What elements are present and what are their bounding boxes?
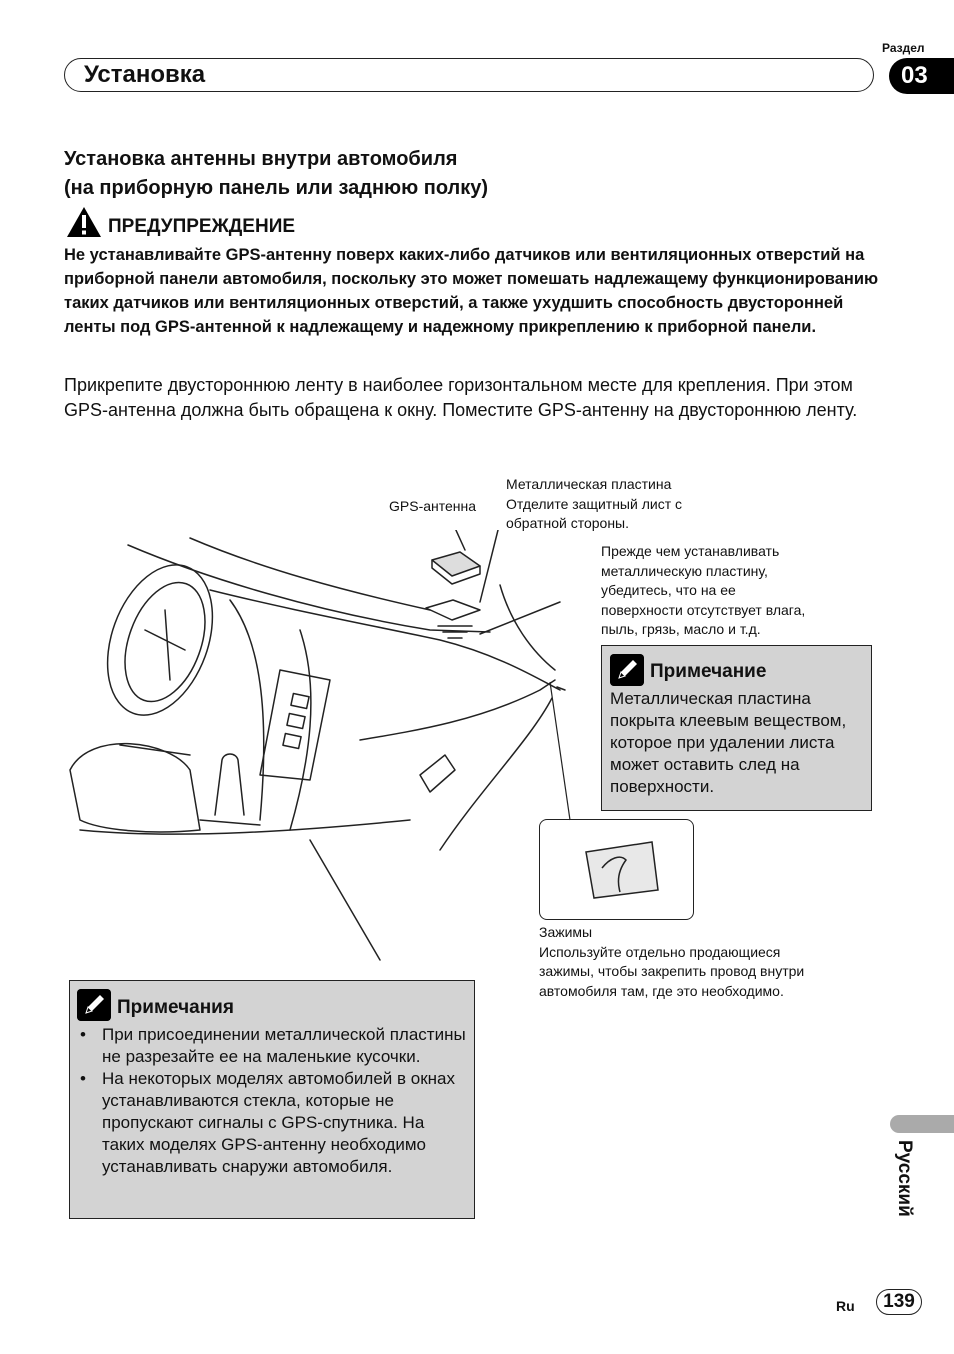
- notes-list: [70, 1024, 470, 1178]
- footer-lang-code: Ru: [836, 1298, 855, 1314]
- pencil-note-icon: [77, 989, 111, 1021]
- callout-line: металлическую пластину,: [601, 562, 768, 579]
- clamp-pointer-line: [540, 680, 580, 825]
- warning-text: Не устанавливайте GPS-антенну поверх каких-либо датчиков или вентиляционных отверстий на приборной панели автомобиля, поскольку это может помешать надлежащему функционированию таких датчиков или вентиляционных отверстий, а также ухудшить способность двусторонней ленты под GPS-антенной к надлежащему и надежному прикреплению к приборной панели.: [64, 246, 879, 336]
- section-heading: [64, 145, 864, 203]
- section-heading-line1: Установка антенны внутри автомобиля: [64, 148, 458, 170]
- instruction-text: Прикрепите двустороннюю ленту в наиболее горизонтальном месте для крепления. При этом GPS-антенна должна быть обращена к окну. Поместите GPS-антенну на двустороннюю ленту.: [64, 375, 858, 420]
- page-title: Установка: [84, 61, 206, 88]
- callout-line: поверхности отсутствует влага,: [601, 601, 806, 618]
- notes-title: Примечания: [117, 997, 234, 1018]
- clamp-icon: [540, 820, 692, 918]
- clamp-closeup-box: [539, 819, 694, 920]
- section-label: Раздел: [882, 41, 925, 55]
- warning-title: ПРЕДУПРЕЖДЕНИЕ: [108, 216, 296, 237]
- callout-line: Прежде чем устанавливать: [601, 543, 780, 559]
- language-tab: [890, 1115, 954, 1133]
- clamps-note-line: автомобиля там, где это необходимо.: [539, 982, 784, 999]
- metal-plate-callout: [506, 475, 766, 534]
- section-number-badge: 03: [889, 58, 954, 94]
- section-heading-line2: (на приборную панель или заднюю полку): [64, 177, 489, 199]
- callout-line: убедитесь, что на ее: [601, 582, 736, 598]
- list-item: • При присоединении металлической пластины не разрезайте ее на маленькие кусочки.: [70, 1024, 470, 1068]
- metal-plate-note-2: обратной стороны.: [506, 515, 630, 531]
- callout-line: пыль, грязь, масло и т.д.: [601, 621, 761, 637]
- gps-antenna-label: GPS-антенна: [389, 498, 477, 514]
- metal-plate-label: Металлическая пластина: [506, 476, 672, 492]
- note-text: Металлическая пластина покрыта клеевым веществом, которое при удалении листа может оставить след на поверхности.: [610, 689, 847, 796]
- clamps-note-line: Используйте отдельно продающиеся: [539, 943, 781, 960]
- pencil-note-icon: [610, 654, 644, 686]
- notes-box: [69, 980, 475, 1219]
- language-label: Русский: [894, 1140, 915, 1217]
- note-title: Примечание: [650, 661, 767, 682]
- clamps-note-line: зажимы, чтобы закрепить провод внутри: [539, 963, 805, 979]
- clamps-label: Зажимы: [539, 924, 593, 940]
- note-box-metal-plate: [601, 645, 872, 811]
- list-item: • На некоторых моделях автомобилей в окнах устанавливаются стекла, которые не пропускают сигналы с GPS-спутника. На таких моделях GPS-антенну необходимо устанавливать снаружи автомобиля.: [70, 1068, 470, 1178]
- warning-triangle-icon: [66, 206, 102, 238]
- page-number: 139: [876, 1289, 922, 1315]
- before-install-callout: [601, 542, 861, 640]
- metal-plate-note-1: Отделите защитный лист с: [506, 495, 682, 512]
- clamps-callout: [539, 923, 869, 1001]
- car-interior-illustration: [60, 530, 600, 970]
